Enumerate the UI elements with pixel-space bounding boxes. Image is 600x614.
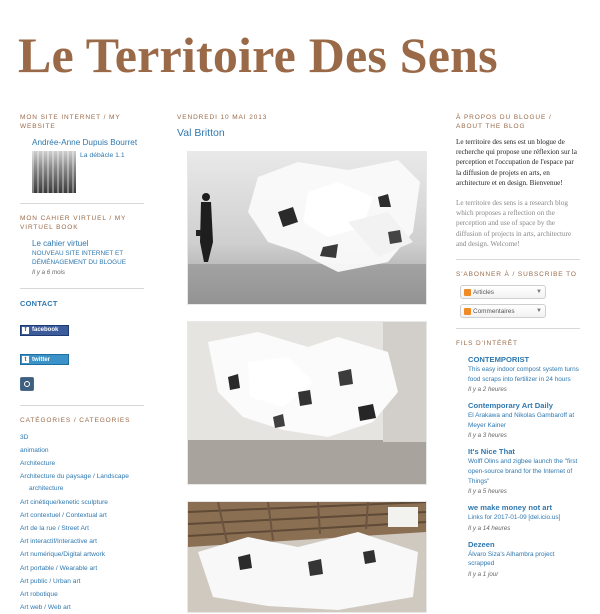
category-link[interactable]: Architecture bbox=[20, 460, 56, 468]
feed-time: Il y a 14 heures bbox=[468, 524, 511, 532]
feed-time: Il y a 5 heures bbox=[468, 488, 507, 496]
category-link[interactable]: 3D bbox=[20, 434, 29, 441]
rss-icon bbox=[464, 308, 471, 315]
website-heading: MON SITE INTERNET / MY WEBSITE bbox=[20, 114, 121, 130]
category-link[interactable]: Art portable / Wearable art bbox=[20, 564, 98, 572]
facebook-icon: f bbox=[22, 327, 29, 334]
post-photo-1[interactable] bbox=[187, 151, 427, 305]
facebook-label: facebook bbox=[32, 327, 59, 333]
post-photo-2[interactable] bbox=[187, 321, 427, 485]
post-photo-3[interactable] bbox=[187, 501, 427, 613]
about-text-en: Le territoire des sens is a research blog which proposes a reflection on the perception and use of space by the diffusion of projects in arts, architecture and design. Welcome! bbox=[456, 199, 572, 248]
feed-item bbox=[456, 446, 580, 497]
left-sidebar bbox=[20, 113, 144, 614]
feed-time: Il y a 1 jour bbox=[468, 570, 499, 578]
category-link[interactable]: Art de la rue / Street Art bbox=[20, 525, 89, 533]
twitter-button[interactable] bbox=[20, 354, 69, 365]
contact-heading: CONTACT bbox=[20, 299, 58, 308]
category-link[interactable]: Art interactif/Interactive art bbox=[20, 538, 97, 546]
divider bbox=[456, 259, 580, 260]
right-sidebar bbox=[456, 113, 580, 585]
feed-post-link[interactable]: Links for 2017-01-09 [del.icio.us] bbox=[468, 514, 561, 522]
feed-post-link[interactable]: This easy indoor compost system turns food scraps into fertilizer in 24 hours bbox=[468, 366, 579, 383]
category-link[interactable]: Art web / Web art bbox=[20, 604, 71, 612]
subscribe-articles-label: Articles bbox=[473, 288, 494, 296]
feed-post-link[interactable]: Álvaro Siza's Alhambra project scrapped bbox=[468, 550, 555, 568]
feed-time: Il y a 2 heures bbox=[468, 386, 507, 394]
feed-name-link[interactable]: Dezeen bbox=[468, 539, 495, 549]
post-date: VENDREDI 10 MAI 2013 bbox=[177, 114, 268, 121]
chevron-down-icon: ▼ bbox=[536, 289, 542, 296]
category-link[interactable]: Art contextuel / Contextual art bbox=[20, 511, 107, 519]
divider bbox=[456, 328, 580, 329]
about-text-fr: Le territoire des sens est un blogue de recherche qui propose une réflexion sur la perception et l'occupation de l'espace par la diffusion de projets en arts, en architecture et en design. Bienvenue! bbox=[456, 138, 577, 187]
twitter-label: twitter bbox=[32, 356, 50, 363]
twitter-icon: t bbox=[22, 356, 29, 363]
profile-name-link[interactable]: Andrée-Anne Dupuis Bourret bbox=[32, 138, 138, 147]
category-link[interactable]: Art cinétique/kenetic sculpture bbox=[20, 498, 108, 506]
notebook-title-link[interactable]: Le cahier virtuel bbox=[32, 239, 89, 248]
feed-item bbox=[456, 539, 580, 580]
subscribe-heading: S'ABONNER À / SUBSCRIBE TO bbox=[456, 271, 577, 279]
feeds-heading: FILS D'INTÉRÊT bbox=[456, 340, 518, 348]
divider bbox=[20, 405, 144, 406]
feed-item bbox=[456, 502, 580, 534]
subscribe-comments-label: Commentaires bbox=[473, 307, 515, 315]
subscribe-comments-dropdown[interactable] bbox=[460, 304, 546, 318]
profile-project-link[interactable]: La débâcle 1.1 bbox=[80, 152, 125, 159]
categories-list bbox=[20, 431, 144, 614]
feed-name-link[interactable]: we make money not art bbox=[468, 503, 552, 513]
category-link[interactable]: Art public / Urban art bbox=[20, 577, 81, 585]
feed-item bbox=[456, 354, 580, 395]
subscribe-articles-dropdown[interactable] bbox=[460, 285, 546, 299]
category-link[interactable]: Architecture du paysage / Landscape architecture bbox=[20, 472, 129, 492]
category-link[interactable]: animation bbox=[20, 447, 49, 455]
about-heading: À PROPOS DU BLOGUE / ABOUT THE BLOG bbox=[456, 114, 552, 130]
rss-icon bbox=[464, 289, 471, 296]
feed-post-link[interactable]: El Arakawa and Nikolas Gambaroff at Meyer Kainer bbox=[468, 412, 575, 429]
feed-post-link[interactable]: Wolff Olins and zigbee launch the "first open-source brand for the Internet of Things" bbox=[468, 458, 578, 485]
profile-row bbox=[32, 151, 144, 193]
feed-item bbox=[456, 400, 580, 441]
notebook-heading: MON CAHIER VIRTUEL / MY VIRTUEL BOOK bbox=[20, 215, 127, 231]
feeds-list bbox=[456, 354, 580, 580]
category-link[interactable]: Art numérique/Digital artwork bbox=[20, 551, 106, 559]
notebook-time: Il y a 6 mois bbox=[32, 269, 66, 276]
facebook-button[interactable] bbox=[20, 325, 69, 336]
chevron-down-icon: ▼ bbox=[536, 308, 542, 315]
feed-name-link[interactable]: It's Nice That bbox=[468, 447, 515, 457]
feed-time: Il y a 3 heures bbox=[468, 432, 507, 440]
feed-name-link[interactable]: CONTEMPORIST bbox=[468, 355, 530, 365]
instagram-icon[interactable] bbox=[20, 377, 34, 391]
main-column bbox=[177, 113, 432, 140]
divider bbox=[20, 288, 144, 289]
feed-name-link[interactable]: Contemporary Art Daily bbox=[468, 401, 553, 411]
category-link[interactable]: Art robotique bbox=[20, 591, 58, 599]
blog-title[interactable]: Le Territoire Des Sens bbox=[18, 27, 498, 83]
notebook-post-link[interactable]: NOUVEAU SITE INTERNET ET DÉMÉNAGEMENT DU BLOGUE bbox=[32, 250, 126, 266]
profile-thumbnail[interactable] bbox=[32, 151, 76, 193]
divider bbox=[20, 203, 144, 204]
categories-heading: CATÉGORIES / CATEGORIES bbox=[20, 417, 131, 424]
post-title-link[interactable]: Val Britton bbox=[177, 127, 225, 139]
